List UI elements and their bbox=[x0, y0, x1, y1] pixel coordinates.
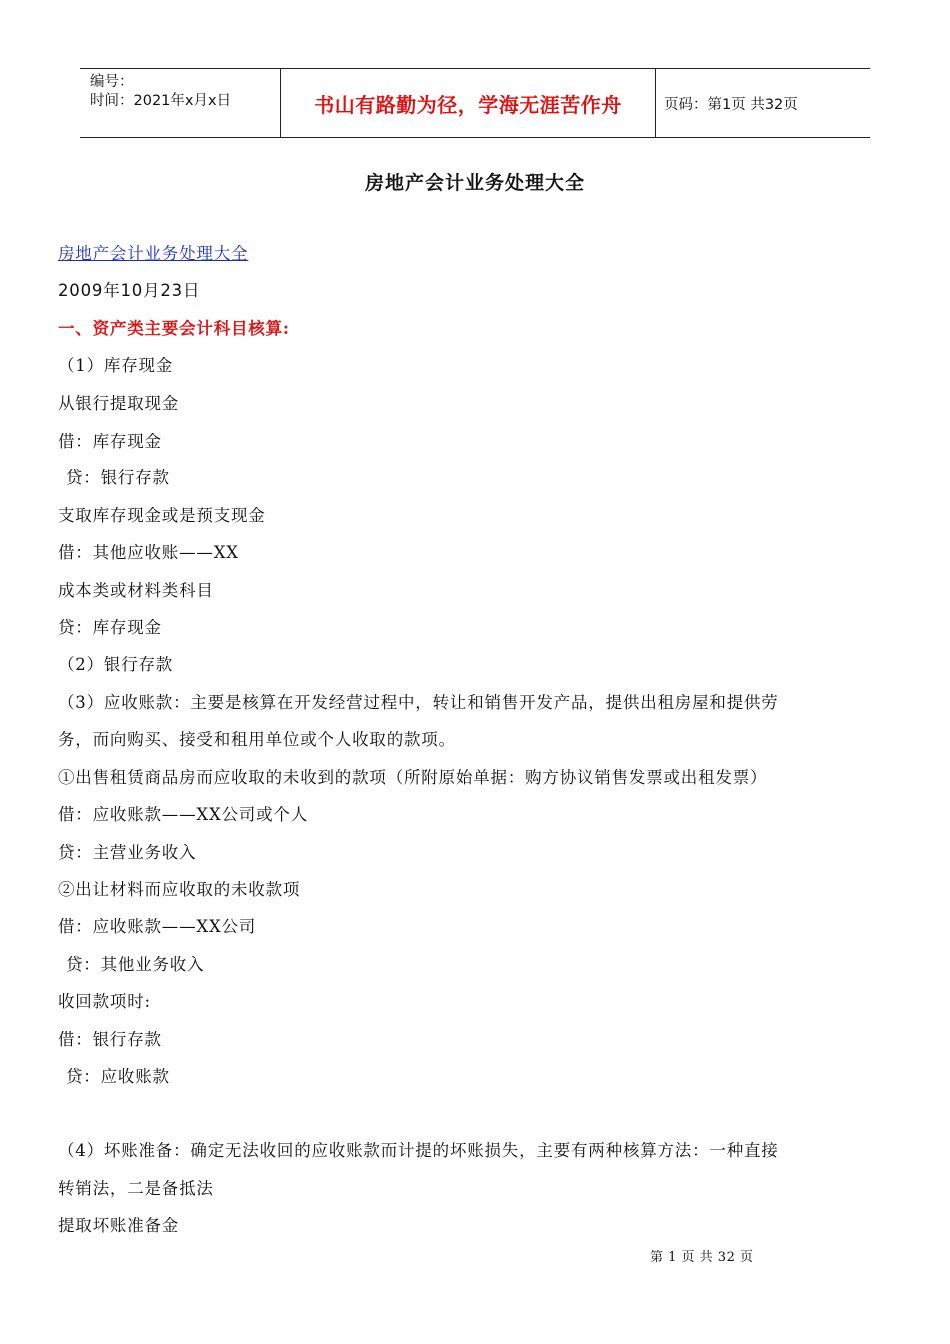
body-line: 贷：其他业务收入 bbox=[66, 955, 205, 974]
header-page-info: 页码：第1页 共32页 bbox=[664, 96, 798, 113]
document-title: 房地产会计业务处理大全 bbox=[364, 172, 585, 194]
body-line: 支取库存现金或是预支现金 bbox=[58, 506, 266, 525]
header-divider bbox=[655, 69, 656, 137]
body-line: 收回款项时: bbox=[58, 992, 151, 1011]
body-line: ②出让材料而应收取的未收款项 bbox=[58, 880, 301, 899]
body-line: 转销法，二是备抵法 bbox=[58, 1179, 214, 1198]
title-link[interactable]: 房地产会计业务处理大全 bbox=[58, 244, 249, 263]
body-line: 提取坏账准备金 bbox=[58, 1216, 180, 1235]
body-line: （4）坏账准备：确定无法收回的应收账款而计提的坏账损失，主要有两种核算方法：一种直接 bbox=[58, 1141, 779, 1160]
header-motto: 书山有路勤为径，学海无涯苦作舟 bbox=[314, 92, 622, 117]
body-line: （2）银行存款 bbox=[58, 655, 174, 674]
header-table bbox=[80, 68, 870, 138]
date-label: 时间：2021年x月x日 bbox=[90, 93, 232, 109]
body-line: 贷：应收账款 bbox=[66, 1067, 170, 1086]
body-line: 借：库存现金 bbox=[58, 432, 162, 451]
number-label: 编号： bbox=[90, 74, 134, 90]
body-line: 成本类或材料类科目 bbox=[58, 581, 214, 600]
page-footer: 第 1 页 共 32 页 bbox=[650, 1250, 754, 1265]
body-line: （3）应收账款：主要是核算在开发经营过程中，转让和销售开发产品，提供出租房屋和提供劳 bbox=[58, 693, 779, 712]
body-line: 贷：主营业务收入 bbox=[58, 843, 197, 862]
body-line: 贷：库存现金 bbox=[58, 618, 162, 637]
section-heading: 一、资产类主要会计科目核算: bbox=[58, 319, 290, 338]
body-line: 借：应收账款——XX公司或个人 bbox=[58, 805, 308, 824]
body-line: 借：银行存款 bbox=[58, 1030, 162, 1049]
body-line: （1）库存现金 bbox=[58, 356, 174, 375]
date-line: 2009年10月23日 bbox=[58, 281, 201, 300]
body-line: 从银行提取现金 bbox=[58, 394, 180, 413]
body-line: ①出售租赁商品房而应收取的未收到的款项（所附原始单据：购方协议销售发票或出租发票） bbox=[58, 768, 768, 787]
header-meta bbox=[80, 69, 280, 137]
header-divider bbox=[280, 69, 281, 137]
body-line: 贷：银行存款 bbox=[66, 468, 170, 487]
body-line: 务，而向购买、接受和租用单位或个人收取的款项。 bbox=[58, 730, 456, 749]
body-line: 借：应收账款——XX公司 bbox=[58, 917, 257, 936]
body-line: 借：其他应收账——XX bbox=[58, 543, 239, 562]
